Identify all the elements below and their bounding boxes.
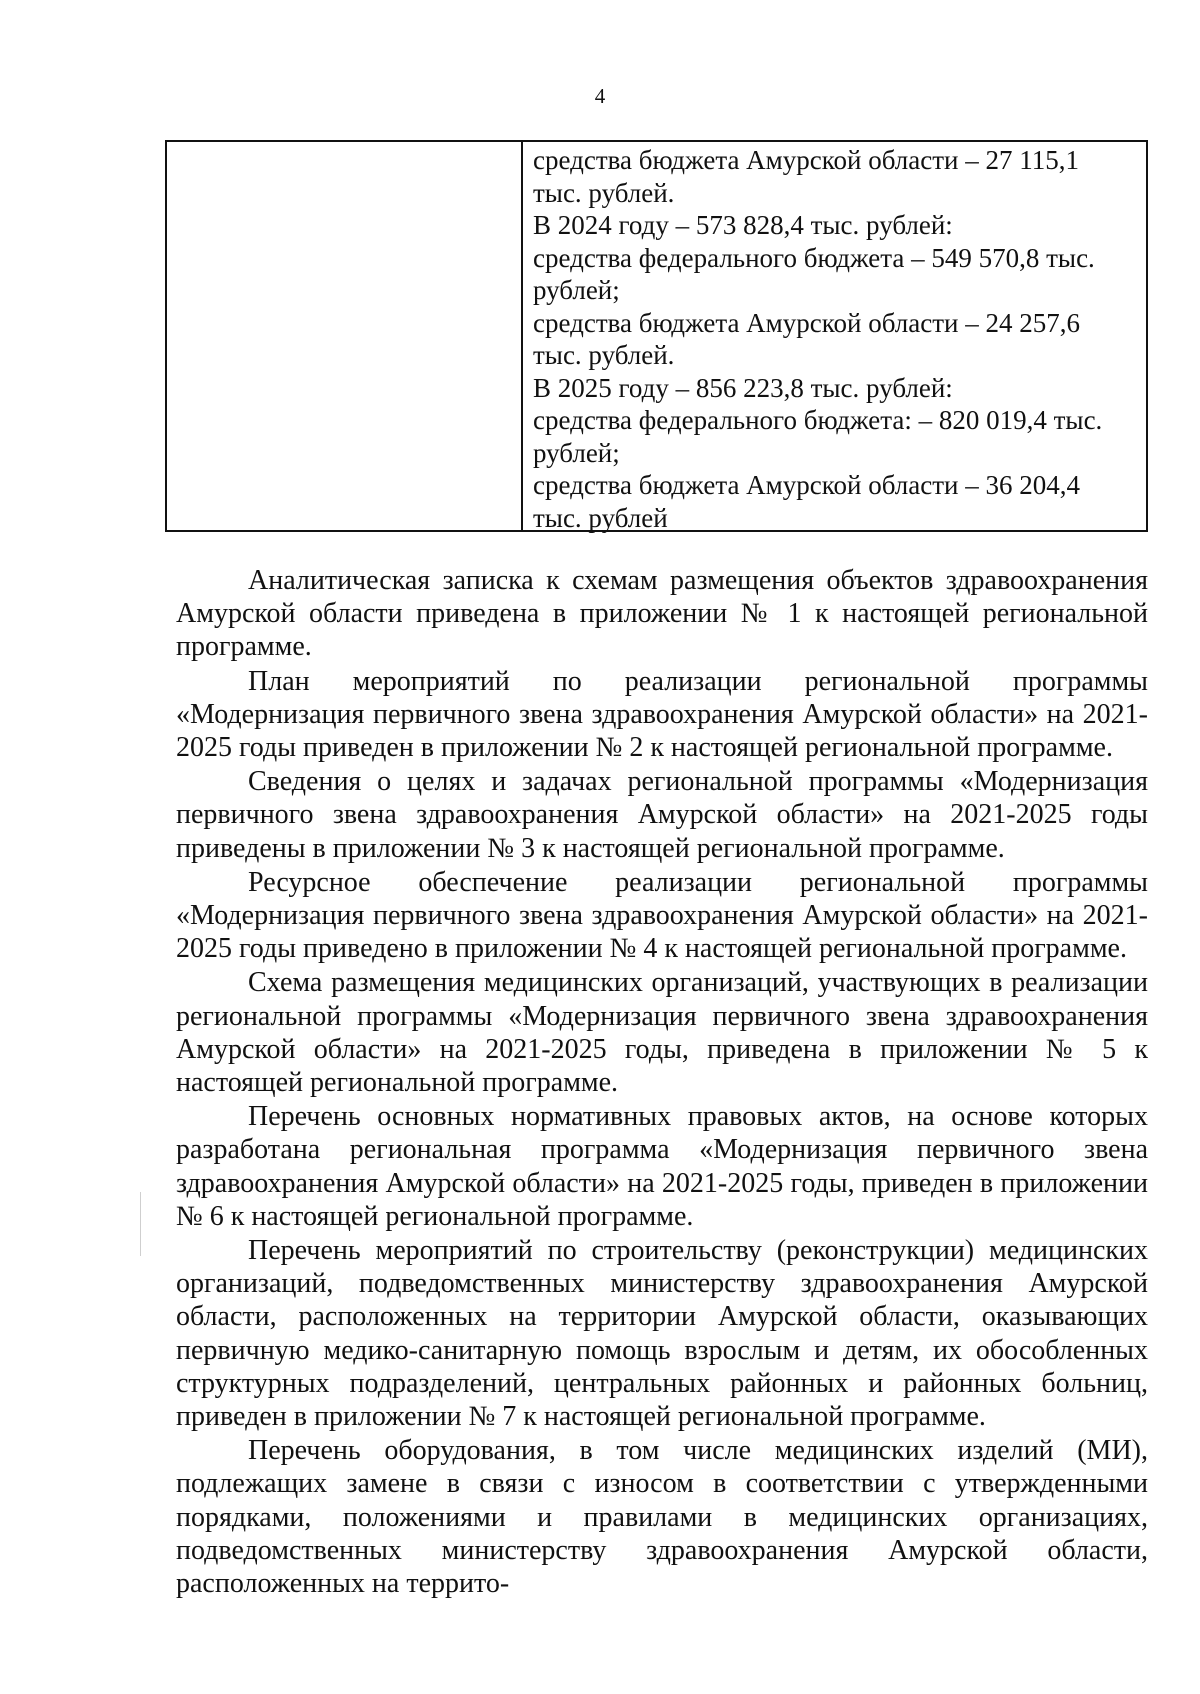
paragraph-appendix-4: Ресурсное обеспечение реализации региональной программы «Модернизация первичного звена здравоохранения Амурской области» на 2021-2025 годы приведено в приложении № 4 к настоящей региональной программе. xyxy=(176,866,1148,965)
table-line: средства бюджета Амурской области – 36 204,4 xyxy=(533,470,1080,500)
paragraph-appendix-7: Перечень мероприятий по строительству (реконструкции) медицинских организаций, подведомственных министерству здравоохранения Амурской области, расположенных на территории Амурской области, оказывающих первичную медико-санитарную помощь взрослым и детям, их обособленных структурных подразделений, центральных районных и районных больниц, приведен в приложении № 7 к настоящей региональной программе. xyxy=(176,1235,1148,1433)
table-line: В 2024 году – 573 828,4 тыс. рублей: xyxy=(533,210,953,240)
table-line: тыс. рублей. xyxy=(533,177,675,208)
paragraph-appendix-6: Перечень основных нормативных правовых актов, на основе которых разработана региональная программа «Модернизация первичного звена здравоохранения Амурской области» на 2021-2025 годы, приведен в приложении № 6 к настоящей региональной программе. xyxy=(176,1101,1148,1232)
table-right-cell xyxy=(523,142,1146,533)
paragraph-equipment-list: Перечень оборудования, в том числе медицинских изделий (МИ), подлежащих замене в связи с износом в соответствии с утвержденными порядками, положениями и правилами в медицинских организациях, подведомственных министерству здравоохранения Амурской области, расположенных на террито- xyxy=(176,1435,1148,1600)
table-line: тыс. рублей xyxy=(533,502,668,533)
table-line: рублей; xyxy=(533,275,620,305)
paragraph-appendix-5: Схема размещения медицинских организаций, участвующих в реализации региональной программы «Модернизация первичного звена здравоохранения Амурской области» на 2021-2025 годы, приведена в приложении № 5 к настоящей региональной программе. xyxy=(176,967,1148,1099)
table-line: средства бюджета Амурской области – 24 257,6 xyxy=(533,307,1080,338)
budget-table xyxy=(165,140,1148,532)
paragraph-appendix-2: План мероприятий по реализации региональной программы «Модернизация первичного звена здравоохранения Амурской области» на 2021-2025 годы приведен в приложении № 2 к настоящей региональной программе. xyxy=(176,665,1148,764)
table-line: средства федерального бюджета: – 820 019,4 тыс. xyxy=(533,405,1103,435)
document-body xyxy=(176,564,1148,1601)
table-line: В 2025 году – 856 223,8 тыс. рублей: xyxy=(533,372,953,403)
table-line: рублей; xyxy=(533,437,620,468)
table-line: средства бюджета Амурской области – 27 115,1 xyxy=(533,145,1079,175)
table-line: средства федерального бюджета – 549 570,8 тыс. xyxy=(533,242,1095,273)
page-number: 4 xyxy=(594,84,606,108)
table-left-cell xyxy=(167,142,523,530)
table-line: тыс. рублей. xyxy=(533,340,675,370)
scan-margin-mark xyxy=(140,1192,141,1256)
paragraph-appendix-1: Аналитическая записка к схемам размещения объектов здравоохранения Амурской области приведена в приложении № 1 к настоящей региональной программе. xyxy=(176,565,1148,663)
paragraph-appendix-3: Сведения о целях и задачах региональной программы «Модернизация первичного звена здравоохранения Амурской области» на 2021-2025 годы приведены в приложении № 3 к настоящей региональной программе. xyxy=(176,766,1148,864)
